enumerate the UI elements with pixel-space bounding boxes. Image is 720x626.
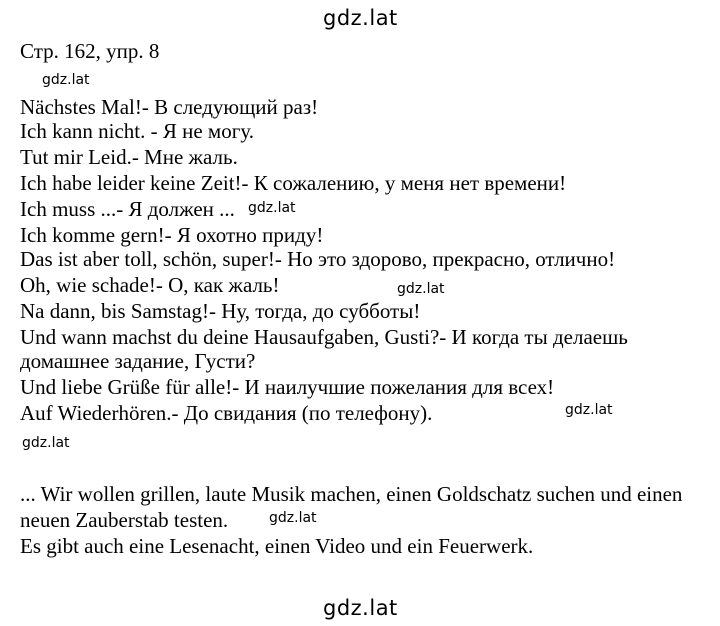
paragraph-line: ... Wir wollen grillen, laute Musik machen, einen Goldschatz suchen und einen bbox=[20, 482, 683, 506]
watermark: gdz.lat bbox=[397, 281, 445, 297]
phrase-line: Und liebe Grüße für alle!- И наилучшие пожелания для всех! bbox=[20, 375, 555, 399]
phrase-line: Das ist aber toll, schön, super!- Но это здорово, прекрасно, отлично! bbox=[20, 247, 616, 271]
phrase-line: Tut mir Leid.- Мне жаль. bbox=[20, 145, 238, 169]
phrase-line: Ich komme gern!- Я охотно приду! bbox=[20, 223, 324, 247]
exercise-header: Стр. 162, упр. 8 bbox=[20, 39, 160, 63]
watermark-bottom: gdz.lat bbox=[323, 596, 398, 620]
watermark-top: gdz.lat bbox=[323, 6, 398, 30]
phrase-line: Auf Wiederhören.- До свидания (по телефону). bbox=[20, 401, 433, 425]
watermark: gdz.lat bbox=[565, 402, 613, 418]
phrase-line: Na dann, bis Samstag!- Ну, тогда, до субботы! bbox=[20, 299, 421, 323]
phrase-line: домашнее задание, Густи? bbox=[20, 349, 256, 373]
phrase-line: Ich kann nicht. - Я не могу. bbox=[20, 119, 254, 143]
phrase-line: Ich habe leider keine Zeit!- К сожалению, у меня нет времени! bbox=[20, 171, 567, 195]
paragraph-line: neuen Zauberstab testen. bbox=[20, 508, 229, 532]
watermark: gdz.lat bbox=[248, 200, 296, 216]
phrase-line: Oh, wie schade!- О, как жаль! bbox=[20, 273, 280, 297]
watermark: gdz.lat bbox=[269, 510, 317, 526]
watermark: gdz.lat bbox=[22, 435, 70, 451]
paragraph-line: Es gibt auch eine Lesenacht, einen Video und ein Feuerwerk. bbox=[20, 534, 534, 558]
watermark: gdz.lat bbox=[42, 72, 90, 88]
phrase-line: Und wann machst du deine Hausaufgaben, Gusti?- И когда ты делаешь bbox=[20, 325, 628, 349]
phrase-line: Nächstes Mal!- В следующий раз! bbox=[20, 95, 319, 119]
phrase-line: Ich muss ...- Я должен ... bbox=[20, 197, 235, 221]
